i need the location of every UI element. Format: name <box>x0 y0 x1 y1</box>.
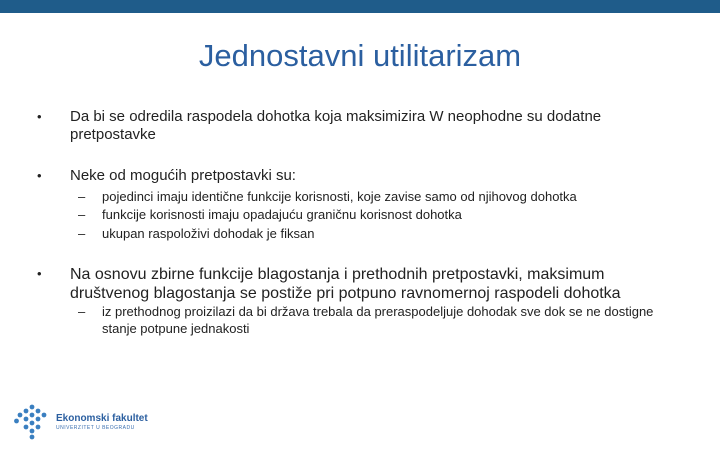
sub-bullet-mark: – <box>78 189 86 204</box>
logo-name: Ekonomski fakultet <box>56 413 148 424</box>
slide-title: Jednostavni utilitarizam <box>198 38 522 73</box>
bullet-text: Na osnovu zbirne funkcije blagostanja i prethodnih pretpostavki, maksimum društvenog blagostanja se postiže pri potpuno ravnomernoj raspodeli dohotka <box>70 266 621 302</box>
bullet-mark: • <box>37 109 42 124</box>
sub-bullet-text: funkcije korisnosti imaju opadajuću graničnu korisnost dohotka <box>102 207 462 222</box>
bullet-text: Neke od mogućih pretpostavki su: <box>70 167 296 184</box>
sub-bullet-text: pojedinci imaju identične funkcije korisnosti, koje zavise samo od njihovog dohotka <box>102 189 577 204</box>
sub-bullet-text: iz prethodnog proizilazi da bi država trebala da preraspodeljuje dohodak sve dok se ne dostigne stanje potpune jednakosti <box>102 304 654 336</box>
sub-bullet-mark: – <box>78 304 86 319</box>
sub-bullet-text: ukupan raspoloživi dohodak je fiksan <box>102 226 315 241</box>
bullet-mark: • <box>37 168 42 183</box>
top-accent-bar <box>0 0 720 13</box>
bullet-text: Da bi se odredila raspodela dohotka koja maksimizira W neophodne su dodatne pretpostavke <box>70 108 602 143</box>
sub-bullet-mark: – <box>78 226 86 241</box>
logo-subtitle: UNIVERZITET U BEOGRADU <box>56 425 135 431</box>
sub-bullet-mark: – <box>78 207 86 222</box>
bullet-mark: • <box>37 266 42 281</box>
